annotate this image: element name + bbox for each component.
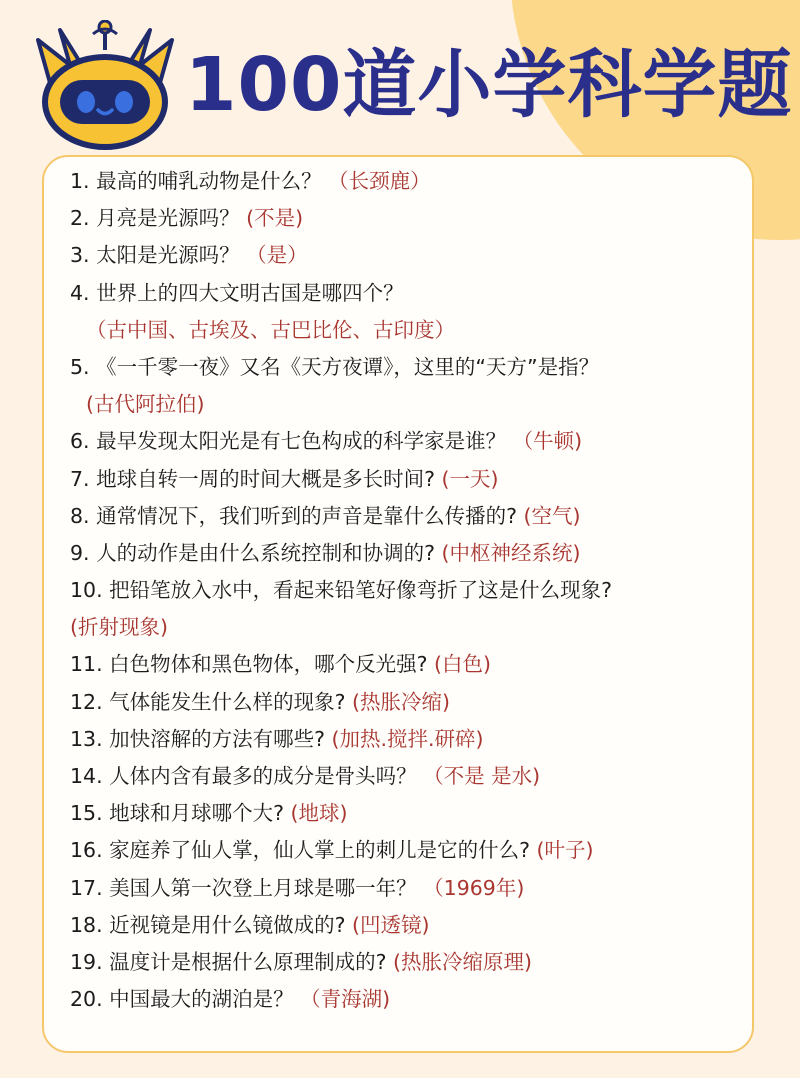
answer-text: （1969年) [423,875,525,900]
answer-text: (热胀冷缩原理) [393,949,533,974]
question-item [70,275,760,312]
question-text: 17. 美国人第一次登上月球是哪一年？ [70,875,417,900]
answer-text: (不是) [246,206,304,231]
answer-text: (一天) [441,466,499,491]
answer-text: (凹透镜) [352,912,430,937]
answer-text: (空气) [523,503,581,528]
question-item [70,981,760,1018]
question-item [70,200,760,237]
header [0,0,800,160]
question-text: 2. 月亮是光源吗？ [70,206,240,231]
question-item [70,870,760,907]
question-item [70,535,760,572]
question-text: 5. 《一千零一夜》又名《天方夜谭》，这里的“天方”是指？ [70,354,600,379]
answer-text: (中枢神经系统) [441,540,581,565]
question-text: 19. 温度计是根据什么原理制成的? [70,949,387,974]
question-text: 7. 地球自转一周的时间大概是多长时间? [70,466,435,491]
question-item [70,163,760,200]
answer-text: (折射现象) [70,615,168,640]
answer-text: (地球) [290,801,348,826]
question-item [70,684,760,721]
question-item [70,721,760,758]
answer-text: （牛顿) [512,429,583,454]
answer-text: （长颈鹿） [328,169,431,193]
question-item [70,498,760,535]
question-item [70,907,760,944]
answer-text: (古代阿拉伯) [86,392,205,417]
answer-text: (加热.搅拌.研碎) [331,726,484,751]
question-item [70,349,760,386]
answer-text: (白色) [434,652,492,677]
answer-text: （不是 是水) [423,764,541,788]
question-item [70,237,760,274]
answer-line [70,386,760,423]
question-list [70,163,760,1018]
answer-text: （青海湖) [300,987,391,1012]
question-text: 15. 地球和月球哪个大? [70,801,284,826]
question-text: 14. 人体内含有最多的成分是骨头吗？ [70,764,417,788]
answer-text: （是） [246,243,308,268]
question-text: 8. 通常情况下，我们听到的声音是靠什么传播的? [70,503,517,528]
question-text: 13. 加快溶解的方法有哪些? [70,726,325,751]
question-item [70,944,760,981]
question-text: 6. 最早发现太阳光是有七色构成的科学家是谁？ [70,429,507,454]
question-text: 11. 白色物体和黑色物体，哪个反光强? [70,652,428,677]
answer-line [70,609,760,646]
answer-text: (热胀冷缩) [352,689,451,714]
question-item [70,461,760,498]
question-text: 1. 最高的哺乳动物是什么？ [70,169,322,193]
question-item [70,646,760,683]
question-text: 18. 近视镜是用什么镜做成的? [70,912,346,937]
question-text: 20. 中国最大的湖泊是？ [70,987,294,1012]
question-text: 12. 气体能发生什么样的现象? [70,689,346,714]
page-title: 100道小学科学题 [185,42,793,128]
answer-text: （古中国、古埃及、古巴比伦、古印度） [86,317,455,342]
question-item [70,758,760,795]
answer-line [70,312,760,349]
question-item [70,572,760,609]
question-text: 3. 太阳是光源吗？ [70,243,240,268]
question-item [70,795,760,832]
answer-text: (叶子) [536,838,594,863]
question-item [70,832,760,869]
question-text: 16. 家庭养了仙人掌，仙人掌上的刺儿是它的什么? [70,838,530,863]
question-text: 4. 世界上的四大文明古国是哪四个？ [70,280,404,305]
question-text: 10. 把铅笔放入水中，看起来铅笔好像弯折了这是什么现象? [70,578,612,603]
question-item [70,423,760,460]
robot-mascot-icon [30,20,180,155]
question-text: 9. 人的动作是由什么系统控制和协调的? [70,540,435,565]
